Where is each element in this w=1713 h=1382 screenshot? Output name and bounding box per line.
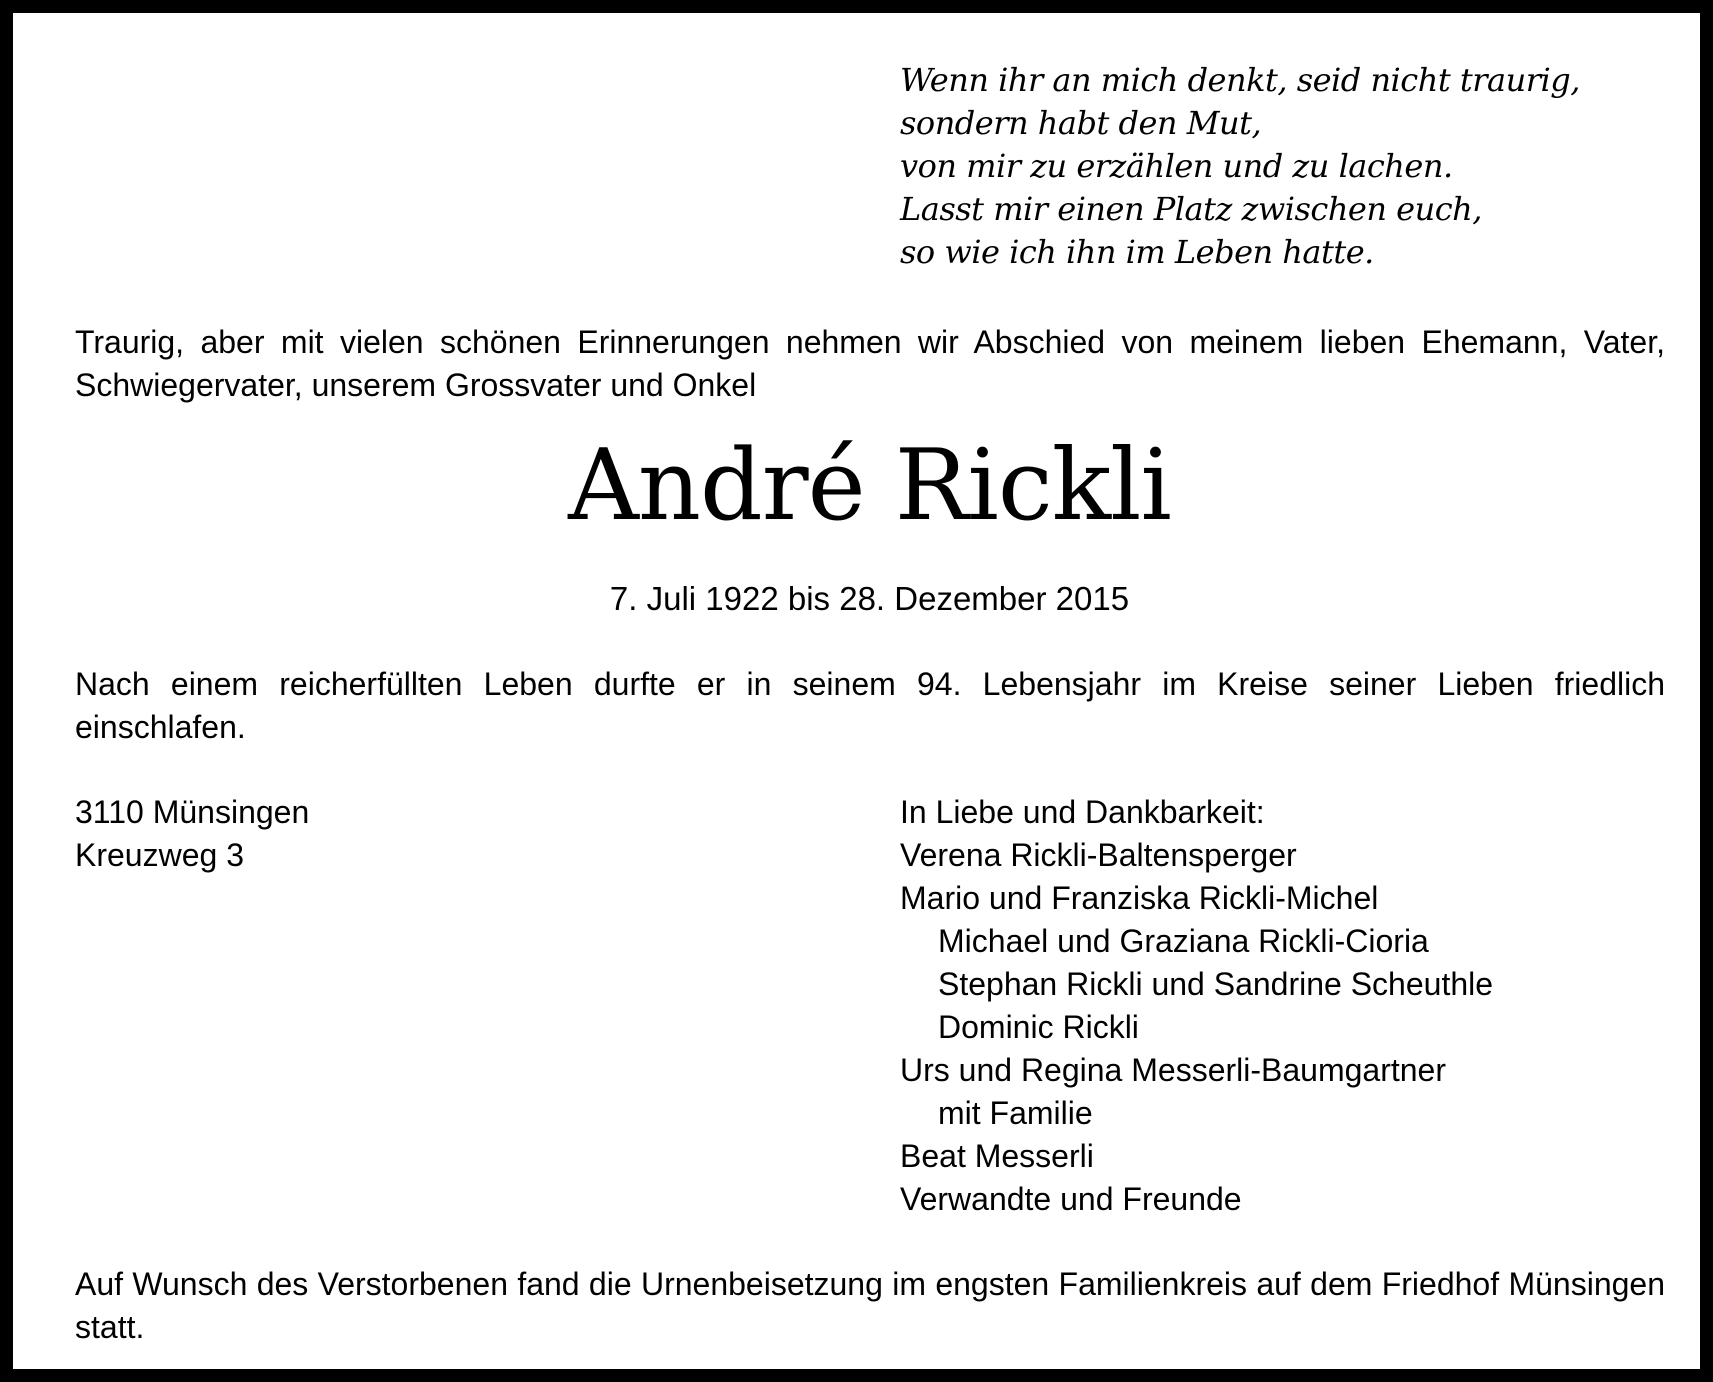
address-city: 3110 Münsingen — [75, 794, 310, 830]
mourner-entry: Verwandte und Freunde — [900, 1181, 1242, 1217]
poem-line: Wenn ihr an mich denkt, seid nicht traurig, — [900, 61, 1580, 99]
poem-line: von mir zu erzählen und zu lachen. — [900, 147, 1453, 185]
address-block — [75, 791, 309, 877]
life-dates: 7. Juli 1922 bis 28. Dezember 2015 — [609, 580, 1130, 617]
mourners-heading: In Liebe und Dankbarkeit: — [900, 794, 1265, 830]
burial-text: Auf Wunsch des Verstorbenen fand die Urnenbeisetzung im engsten Familienkreis auf dem Friedhof Münsingen statt. — [75, 1266, 1665, 1345]
mourner-entry: Stephan Rickli und Sandrine Scheuthle — [938, 966, 1494, 1002]
intro-text: Traurig, aber mit vielen schönen Erinnerungen nehmen wir Abschied von meinem lieben Ehemann, Vater, Schwiegervater, unserem Grossvater und Onkel — [75, 324, 1665, 403]
mourner-entry: Dominic Rickli — [938, 1009, 1139, 1045]
mourner-entry: Michael und Graziana Rickli-Cioria — [938, 923, 1429, 959]
poem-line: so wie ich ihn im Leben hatte. — [900, 233, 1374, 271]
deceased-name: André Rickli — [568, 429, 1171, 543]
poem — [900, 59, 1580, 274]
mourner-entry: Urs und Regina Messerli-Baumgartner — [900, 1052, 1446, 1088]
poem-line: sondern habt den Mut, — [900, 104, 1262, 142]
mourners-list — [900, 791, 1493, 1221]
mourner-entry: Mario und Franziska Rickli-Michel — [900, 880, 1379, 916]
passing-text: Nach einem reicherfüllten Leben durfte er in seinem 94. Lebensjahr im Kreise seiner Lieben friedlich einschlafen. — [75, 666, 1665, 745]
mourner-entry: Beat Messerli — [900, 1138, 1094, 1174]
mourner-entry: Verena Rickli-Baltensperger — [900, 837, 1297, 873]
poem-line: Lasst mir einen Platz zwischen euch, — [900, 190, 1482, 228]
address-street: Kreuzweg 3 — [75, 837, 244, 873]
mourner-entry: mit Familie — [938, 1095, 1093, 1131]
